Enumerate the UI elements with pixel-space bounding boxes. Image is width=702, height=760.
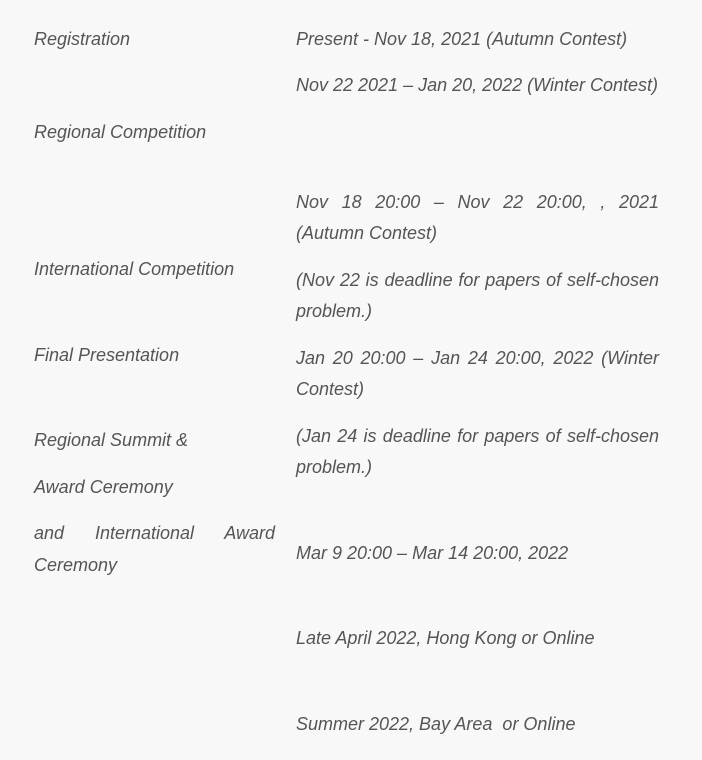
regional-summit-label: Regional Summit & — [34, 430, 189, 450]
autumn-deadline-note: (Nov 22 is deadline for papers of self-chosen problem.) — [296, 270, 659, 321]
international-award-label-line2: Ceremony — [34, 555, 118, 575]
international-award-label-line1: and International Award — [34, 523, 275, 543]
final-presentation-date: Late April 2022, Hong Kong or Online — [296, 628, 595, 648]
winter-deadline-note: (Jan 24 is deadline for papers of self-chosen problem.) — [296, 426, 659, 477]
winter-regional-date: Jan 20 20:00 – Jan 24 20:00, 2022 (Winter Contest) — [296, 348, 659, 399]
registration-label: Registration — [34, 29, 131, 49]
international-competition-date: Mar 9 20:00 – Mar 14 20:00, 2022 — [296, 543, 569, 563]
award-ceremony-label: Award Ceremony — [34, 477, 173, 497]
international-competition-label: International Competition — [34, 259, 235, 279]
final-presentation-label: Final Presentation — [34, 345, 180, 365]
winter-registration-date: Nov 22 2021 – Jan 20, 2022 (Winter Contest) — [296, 75, 659, 95]
regional-competition-label: Regional Competition — [34, 122, 207, 142]
autumn-regional-date: Nov 18 20:00 – Nov 22 20:00, , 2021 (Autumn Contest) — [296, 192, 659, 243]
summit-date: Summer 2022, Bay Area or Online — [296, 714, 576, 734]
registration-date: Present - Nov 18, 2021 (Autumn Contest) — [296, 29, 628, 49]
